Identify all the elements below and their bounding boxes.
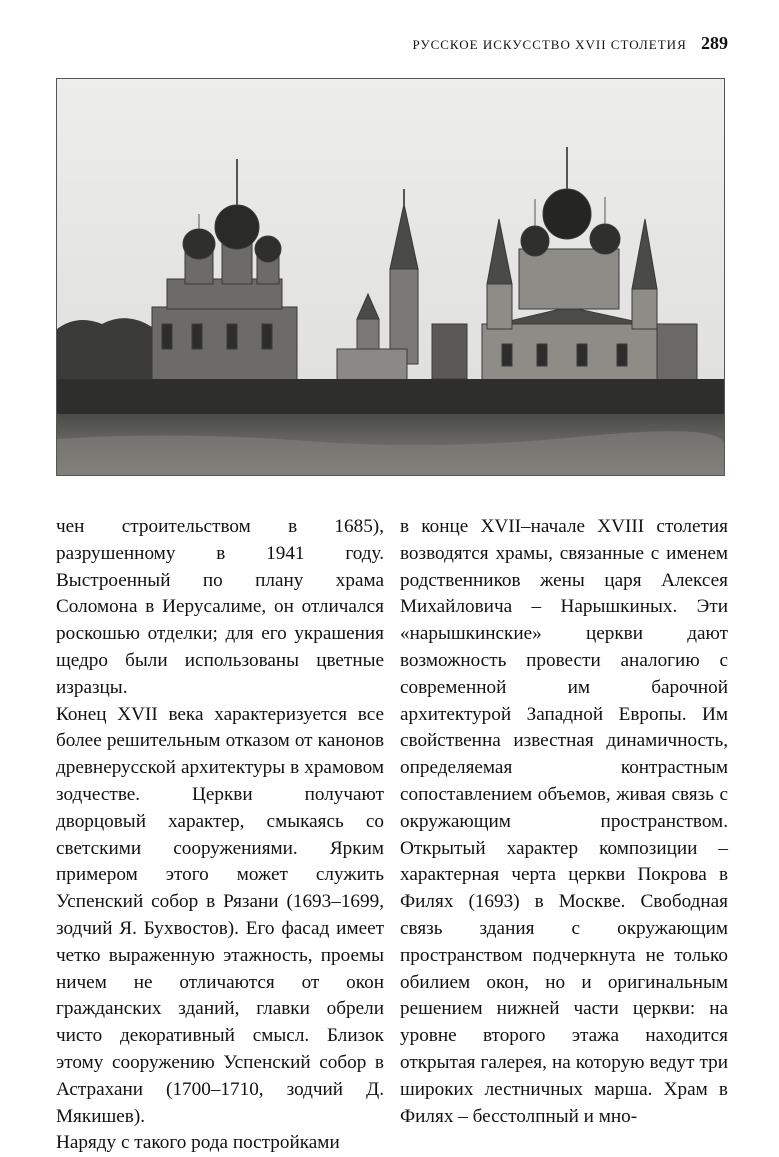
page-number: 289	[701, 33, 728, 53]
paragraph: Наряду с такого рода постройками	[56, 1132, 340, 1154]
church-photograph-drawing	[57, 79, 724, 475]
running-head	[0, 33, 728, 54]
running-head-title: РУССКОЕ ИСКУССТВО XVII СТОЛЕТИЯ	[412, 37, 687, 52]
paragraph: Конец XVII века характеризуется все более решительным отказом от канонов древнерусской архитектуры в храмовом зодчестве. Церкви получают дворцовый характер, смыкаясь со светскими сооружениями. Ярким примером этого может служить Успенский собор в Рязани (1693–1699, зодчий Я. Бухвостов). Его фасад имеет четко выраженную этажность, проемы ничем не отличаются от окон гражданских зданий, главки обрели чисто декоративный смысл. Близок этому сооружению Успенский собор в Астрахани (1700–1710, зодчий Д. Мякишев).	[56, 703, 384, 1127]
text-column-right	[400, 514, 728, 1130]
church-photograph	[56, 78, 725, 476]
paragraph: в конце XVII–начале XVIII столетия возводятся храмы, связанные с именем родственников жены царя Алексея Михайловича – Нарышкиных. Эти «нарышкинские» церкви дают возможность провести аналогию с современной им барочной архитектурой Западной Европы. Им свойственна известная динамичность, определяемая контрастным сопоставлением объемов, живая связь с окружающим пространством. Открытый характер композиции – характерная черта церкви Покрова в Филях (1693) в Москве. Свободная связь здания с окружающим пространством подчеркнута не только обилием окон, но и оригинальным решением нижней части церкви: на уровне второго этажа находится открытая галерея, на которую ведут три широких лестничных марша. Храм в Филях – бесстолпный и мно-	[400, 516, 728, 1127]
paragraph: чен строительством в 1685), разрушенному в 1941 году. Выстроенный по плану храма Соломона в Иерусалиме, он отличался роскошью отделки; для его украшения щедро были использованы цветные изразцы.	[56, 516, 384, 698]
text-column-left	[56, 514, 384, 1157]
